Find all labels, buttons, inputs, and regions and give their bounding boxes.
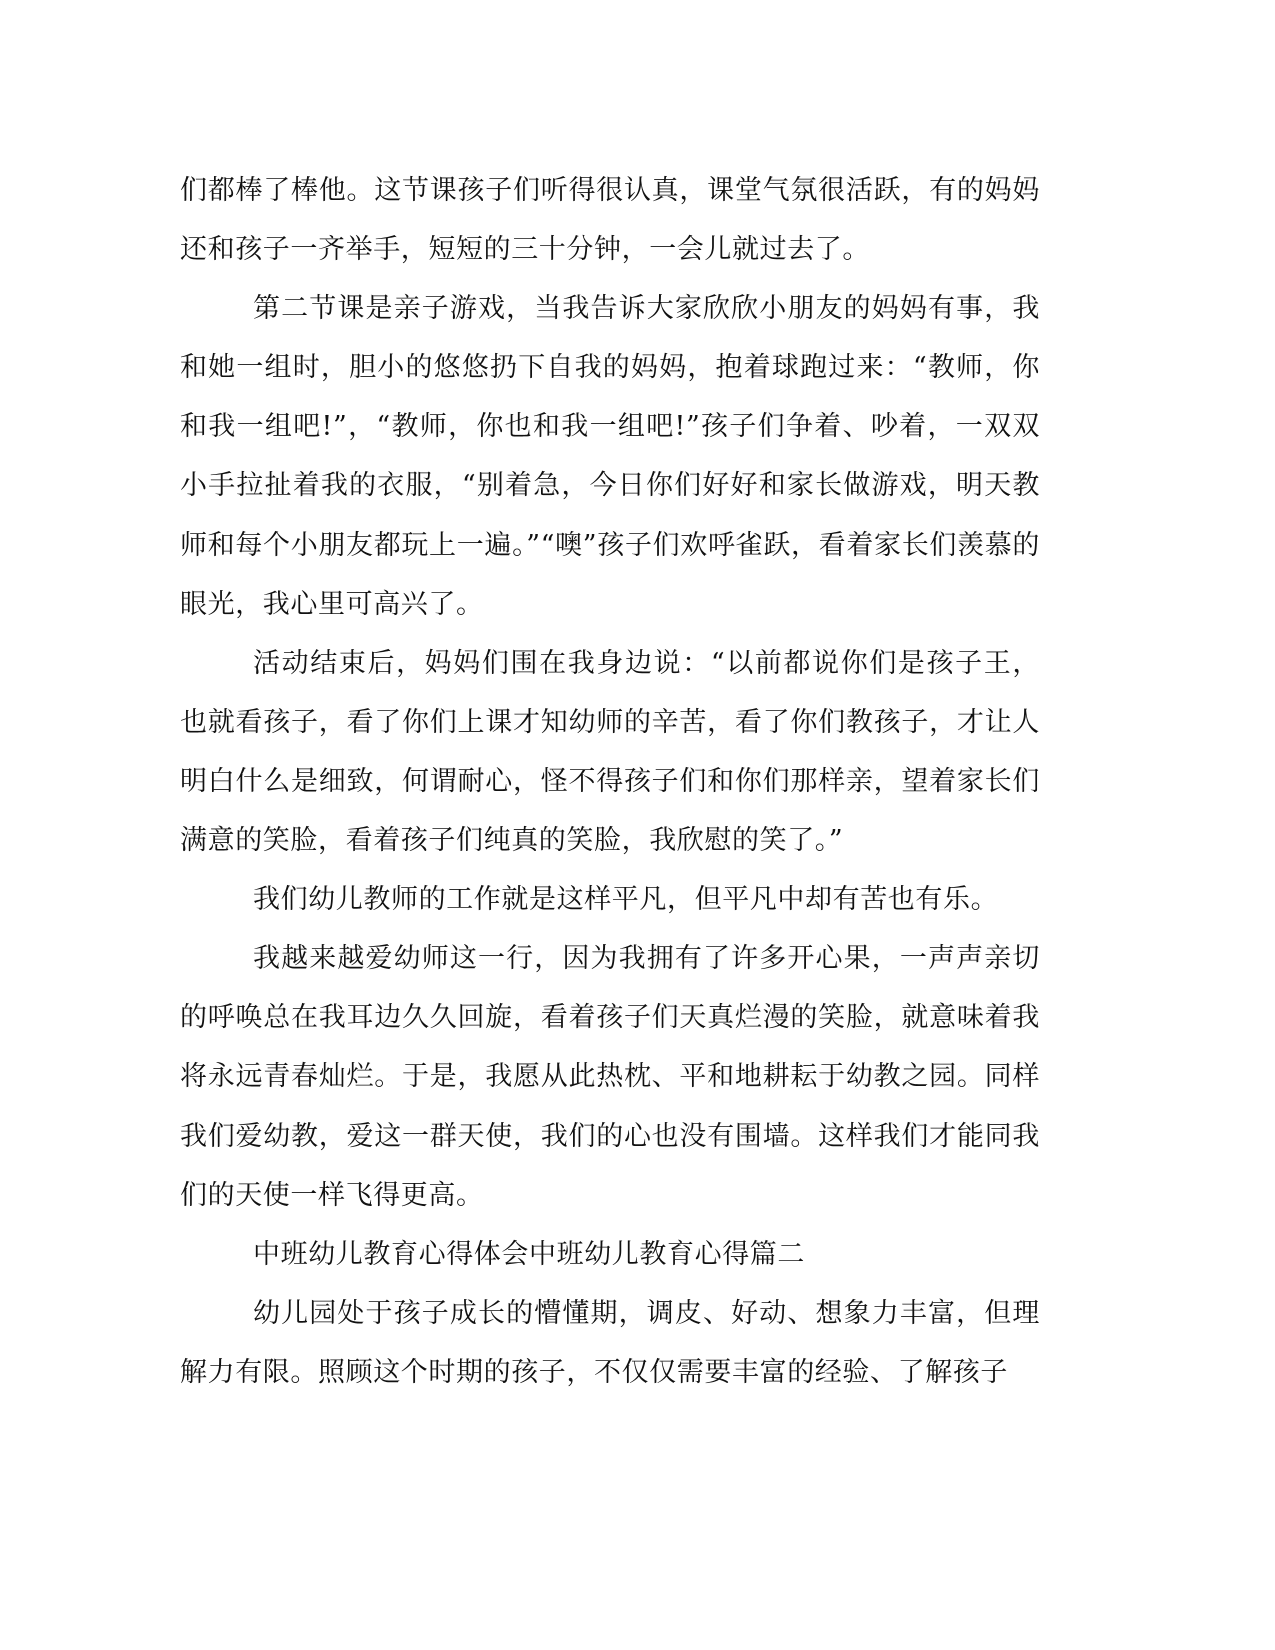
paragraph-2: 第二节课是亲子游戏，当我告诉大家欣欣小朋友的妈妈有事，我和她一组时，胆小的悠悠扔下自我的妈妈，抱着球跑过来：“教师，你和我一组吧!”，“教师，你也和我一组吧!”孩子们争着、吵着，一双双小手拉扯着我的衣服，“别着急，今日你们好好和家长做游戏，明天教师和每个小朋友都玩上一遍。”“噢”孩子们欢呼雀跃，看着家长们羡慕的眼光，我心里可高兴了。	[180, 293, 1040, 620]
paragraph-3: 活动结束后，妈妈们围在我身边说：“以前都说你们是孩子王，也就看孩子，看了你们上课才知幼师的辛苦，看了你们教孩子，才让人明白什么是细致，何谓耐心，怪不得孩子们和你们那样亲，望着家长们满意的笑脸，看着孩子们纯真的笑脸，我欣慰的笑了。”	[180, 647, 1040, 857]
body-text	[180, 161, 1040, 1402]
section-heading: 中班幼儿教育心得体会中班幼儿教育心得篇二	[253, 1238, 805, 1270]
paragraph-6: 幼儿园处于孩子成长的懵懂期，调皮、好动、想象力丰富，但理解力有限。照顾这个时期的孩子，不仅仅需要丰富的经验、了解孩子	[180, 1297, 1040, 1388]
paragraph-4: 我们幼儿教师的工作就是这样平凡，但平凡中却有苦也有乐。	[253, 884, 999, 916]
paragraph-5: 我越来越爱幼师这一行，因为我拥有了许多开心果，一声声亲切的呼唤总在我耳边久久回旋，看着孩子们天真烂漫的笑脸，就意味着我将永远青春灿烂。于是，我愿从此热枕、平和地耕耘于幼教之园。同样我们爱幼教，爱这一群天使，我们的心也没有围墙。这样我们才能同我们的天使一样飞得更高。	[180, 943, 1040, 1211]
paragraph-1: 们都棒了棒他。这节课孩子们听得很认真，课堂气氛很活跃，有的妈妈还和孩子一齐举手，短短的三十分钟，一会儿就过去了。	[180, 175, 1040, 266]
